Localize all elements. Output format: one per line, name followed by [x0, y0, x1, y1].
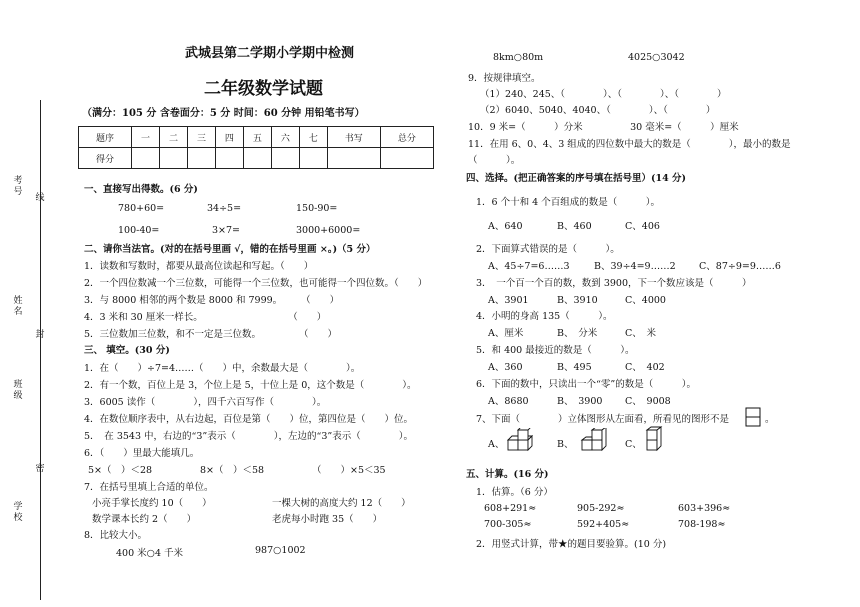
calc-subtitle: 1．估算。（6 分）: [476, 487, 553, 498]
unit-item: 老虎每小时跑 35（ ）: [272, 514, 383, 525]
choice-question: 5．和 400 最接近的数是（ ）。: [476, 345, 635, 356]
choice-option: B、: [557, 439, 574, 450]
fill-item: 2．有一个数，百位上是 3，个位上是 5，十位上是 0，这个数是（ ）。: [84, 380, 417, 391]
label-kaohao: 考号: [13, 176, 23, 197]
cube-figure-a-icon: [506, 428, 536, 452]
section-5-title: 五、计算。(16 分): [466, 469, 549, 480]
choice-option: A、3901: [488, 295, 529, 306]
question-9: 9．按规律填空。: [468, 73, 541, 84]
judge-item: 5．三位数加三位数，和不一定是三位数。 （ ）: [84, 329, 338, 340]
score-cell[interactable]: [327, 148, 380, 169]
calc-item: 780+60=: [118, 203, 165, 214]
estimate-item: 708-198≈: [678, 519, 726, 530]
fill-inequality: 5×（ ）＜28: [88, 465, 153, 476]
score-header-cell: 五: [243, 127, 271, 148]
score-table-header-row: [79, 127, 434, 148]
fill-inequality: 8×（ ）＜58: [200, 465, 265, 476]
judge-item: 4．3 米和 30 厘米一样长。 （ ）: [84, 312, 327, 323]
choice-question: 2．下面算式错误的是（ ）。: [476, 244, 620, 255]
unit-item: 一棵大树的高度大约 12（ ）: [272, 498, 411, 509]
question-10: 10．9 米=（ ）分米 30 毫米=（ ）厘米: [468, 122, 739, 133]
single-column-shape-icon: [745, 407, 763, 427]
calc-item: 3×7=: [212, 225, 241, 236]
choice-option: A、640: [488, 221, 523, 232]
label-name: 姓名: [13, 296, 23, 317]
fill-item: 1．在（ ）÷7=4……（ ）中，余数最大是（ ）。: [84, 363, 361, 374]
exam-title: 二年级数学试题: [204, 79, 323, 99]
choice-question: 4．小明的身高 135（ ）。: [476, 311, 613, 322]
calc-item: 100-40=: [118, 225, 160, 236]
fill-item: 3．6005 读作（ ），四千六百写作（ ）。: [84, 397, 327, 408]
fill-item: 8．比较大小。: [84, 530, 148, 541]
score-cell[interactable]: [215, 148, 243, 169]
section-4-title: 四、选择。(把正确答案的序号填在括号里）(14 分): [466, 173, 687, 184]
score-header-cell: 四: [215, 127, 243, 148]
score-cell[interactable]: [160, 148, 188, 169]
question-11-cont: （ ）。: [468, 155, 521, 166]
calc-item: 3000+6000=: [296, 225, 361, 236]
judge-item: 3．与 8000 相邻的两个数是 8000 和 7999。 （ ）: [84, 295, 340, 306]
score-header-cell: 书写: [327, 127, 380, 148]
score-cell[interactable]: [132, 148, 160, 169]
punctuation: 。: [765, 414, 775, 425]
score-header-cell: 六: [271, 127, 299, 148]
estimate-item: 592+405≈: [577, 519, 630, 530]
score-header-cell: 二: [160, 127, 188, 148]
score-cell[interactable]: [243, 148, 271, 169]
choice-option: B、460: [557, 221, 592, 232]
score-table: [78, 126, 434, 169]
score-row-label: 得分: [79, 148, 132, 169]
estimate-item: 603+396≈: [678, 503, 731, 514]
section-3-title: 三、 填空。(30 分): [84, 345, 170, 356]
choice-option: C、4000: [625, 295, 666, 306]
estimate-item: 608+291≈: [484, 503, 537, 514]
choice-option: C、406: [625, 221, 660, 232]
choice-option: C、 9008: [625, 396, 671, 407]
choice-option: A、360: [488, 362, 523, 373]
binding-line: [40, 100, 41, 600]
estimate-item: 905-292≈: [577, 503, 625, 514]
question-11: 11．在用 6、0、4、3 组成的四位数中最大的数是（ ），最小的数是: [468, 139, 791, 150]
score-cell[interactable]: [271, 148, 299, 169]
question-9-1: （1）240、245、（ ）、（ ）、（ ）: [480, 89, 727, 100]
question-9-2: （2）6040、5040、4040、（ ）、（ ）: [480, 105, 716, 116]
fill-item: 4．在数位顺序表中，从右边起，百位是第（ ）位，第四位是（ ）位。: [84, 414, 414, 425]
score-header-cell: 七: [299, 127, 327, 148]
fill-item: 6．（ ）里最大能填几。: [84, 448, 200, 459]
section-1-title: 一、直接写出得数。(6 分): [84, 184, 198, 195]
choice-option: A、8680: [488, 396, 529, 407]
choice-option: B、39÷4=9……2: [594, 261, 676, 272]
choice-option: B、495: [557, 362, 592, 373]
choice-option: C、 402: [625, 362, 665, 373]
score-table-score-row: [79, 148, 434, 169]
choice-option: B、 3900: [557, 396, 603, 407]
score-cell[interactable]: [380, 148, 433, 169]
calc-subtitle: 2．用竖式计算，带★的题目要验算。(10 分): [476, 539, 667, 550]
seal-char-xian: 线: [35, 193, 45, 203]
fill-item: 7．在括号里填上合适的单位。: [84, 482, 214, 493]
compare-item: 400 米○4 千米: [116, 548, 184, 559]
score-header-cell: 总分: [380, 127, 433, 148]
unit-item: 小亮手掌长度约 10（ ）: [92, 498, 212, 509]
cube-figure-c-icon: [645, 426, 667, 452]
compare-item: 987○1002: [255, 545, 306, 556]
fill-item: 5． 在 3543 中，右边的“3”表示（ ），左边的“3”表示（ ）。: [84, 431, 414, 442]
cube-figure-b-icon: [580, 428, 610, 452]
judge-item: 2．一个四位数减一个三位数，可能得一个三位数，也可能得一个四位数。（ ）: [84, 278, 428, 289]
score-header-cell: 一: [132, 127, 160, 148]
score-cell[interactable]: [187, 148, 215, 169]
choice-option: A、: [488, 439, 505, 450]
choice-question: 7、下面（ ）立体图形从左面看，所看见的图形不是: [476, 414, 730, 425]
score-header-cell: 三: [187, 127, 215, 148]
choice-option: B、 分米: [557, 328, 598, 339]
compare-item: 4025○3042: [628, 52, 685, 63]
choice-question: 1．6 个十和 4 个百组成的数是（ ）。: [476, 197, 660, 208]
score-header-cell: 题序: [79, 127, 132, 148]
seal-char-feng: 封: [35, 330, 45, 340]
choice-option: C、 米: [625, 328, 657, 339]
choice-option: A、厘米: [488, 328, 524, 339]
choice-option: C、87÷9=9……6: [699, 261, 781, 272]
unit-item: 数学课本长约 2（ ）: [92, 514, 197, 525]
choice-question: 6．下面的数中，只读出一个“零”的数是（ ）。: [476, 379, 697, 390]
exam-info: （满分：105 分 含卷面分：5 分 时间：60 分钟 用铅笔书写）: [82, 108, 365, 119]
school-title: 武城县第二学期小学期中检测: [185, 46, 355, 61]
choice-option: C、: [625, 439, 642, 450]
label-school: 学校: [13, 502, 23, 523]
section-2-title: 二、请你当法官。(对的在括号里画 √，错的在括号里画 ×。)（5 分）: [84, 244, 376, 255]
label-class: 班级: [13, 380, 23, 401]
score-cell[interactable]: [299, 148, 327, 169]
choice-option: A、45÷7=6……3: [488, 261, 570, 272]
choice-question: 3． 一个百一个百的数，数到 3900，下一个数应该是（ ）: [476, 278, 752, 289]
estimate-item: 700-305≈: [484, 519, 532, 530]
calc-item: 34÷5=: [207, 203, 242, 214]
fill-inequality: （ ）×5＜35: [312, 465, 386, 476]
choice-option: B、3910: [557, 295, 598, 306]
compare-item: 8km○80m: [493, 52, 544, 63]
judge-item: 1．读数和写数时，都要从最高位读起和写起。（ ）: [84, 261, 314, 272]
calc-item: 150-90=: [296, 203, 338, 214]
seal-char-mi: 密: [35, 464, 45, 474]
